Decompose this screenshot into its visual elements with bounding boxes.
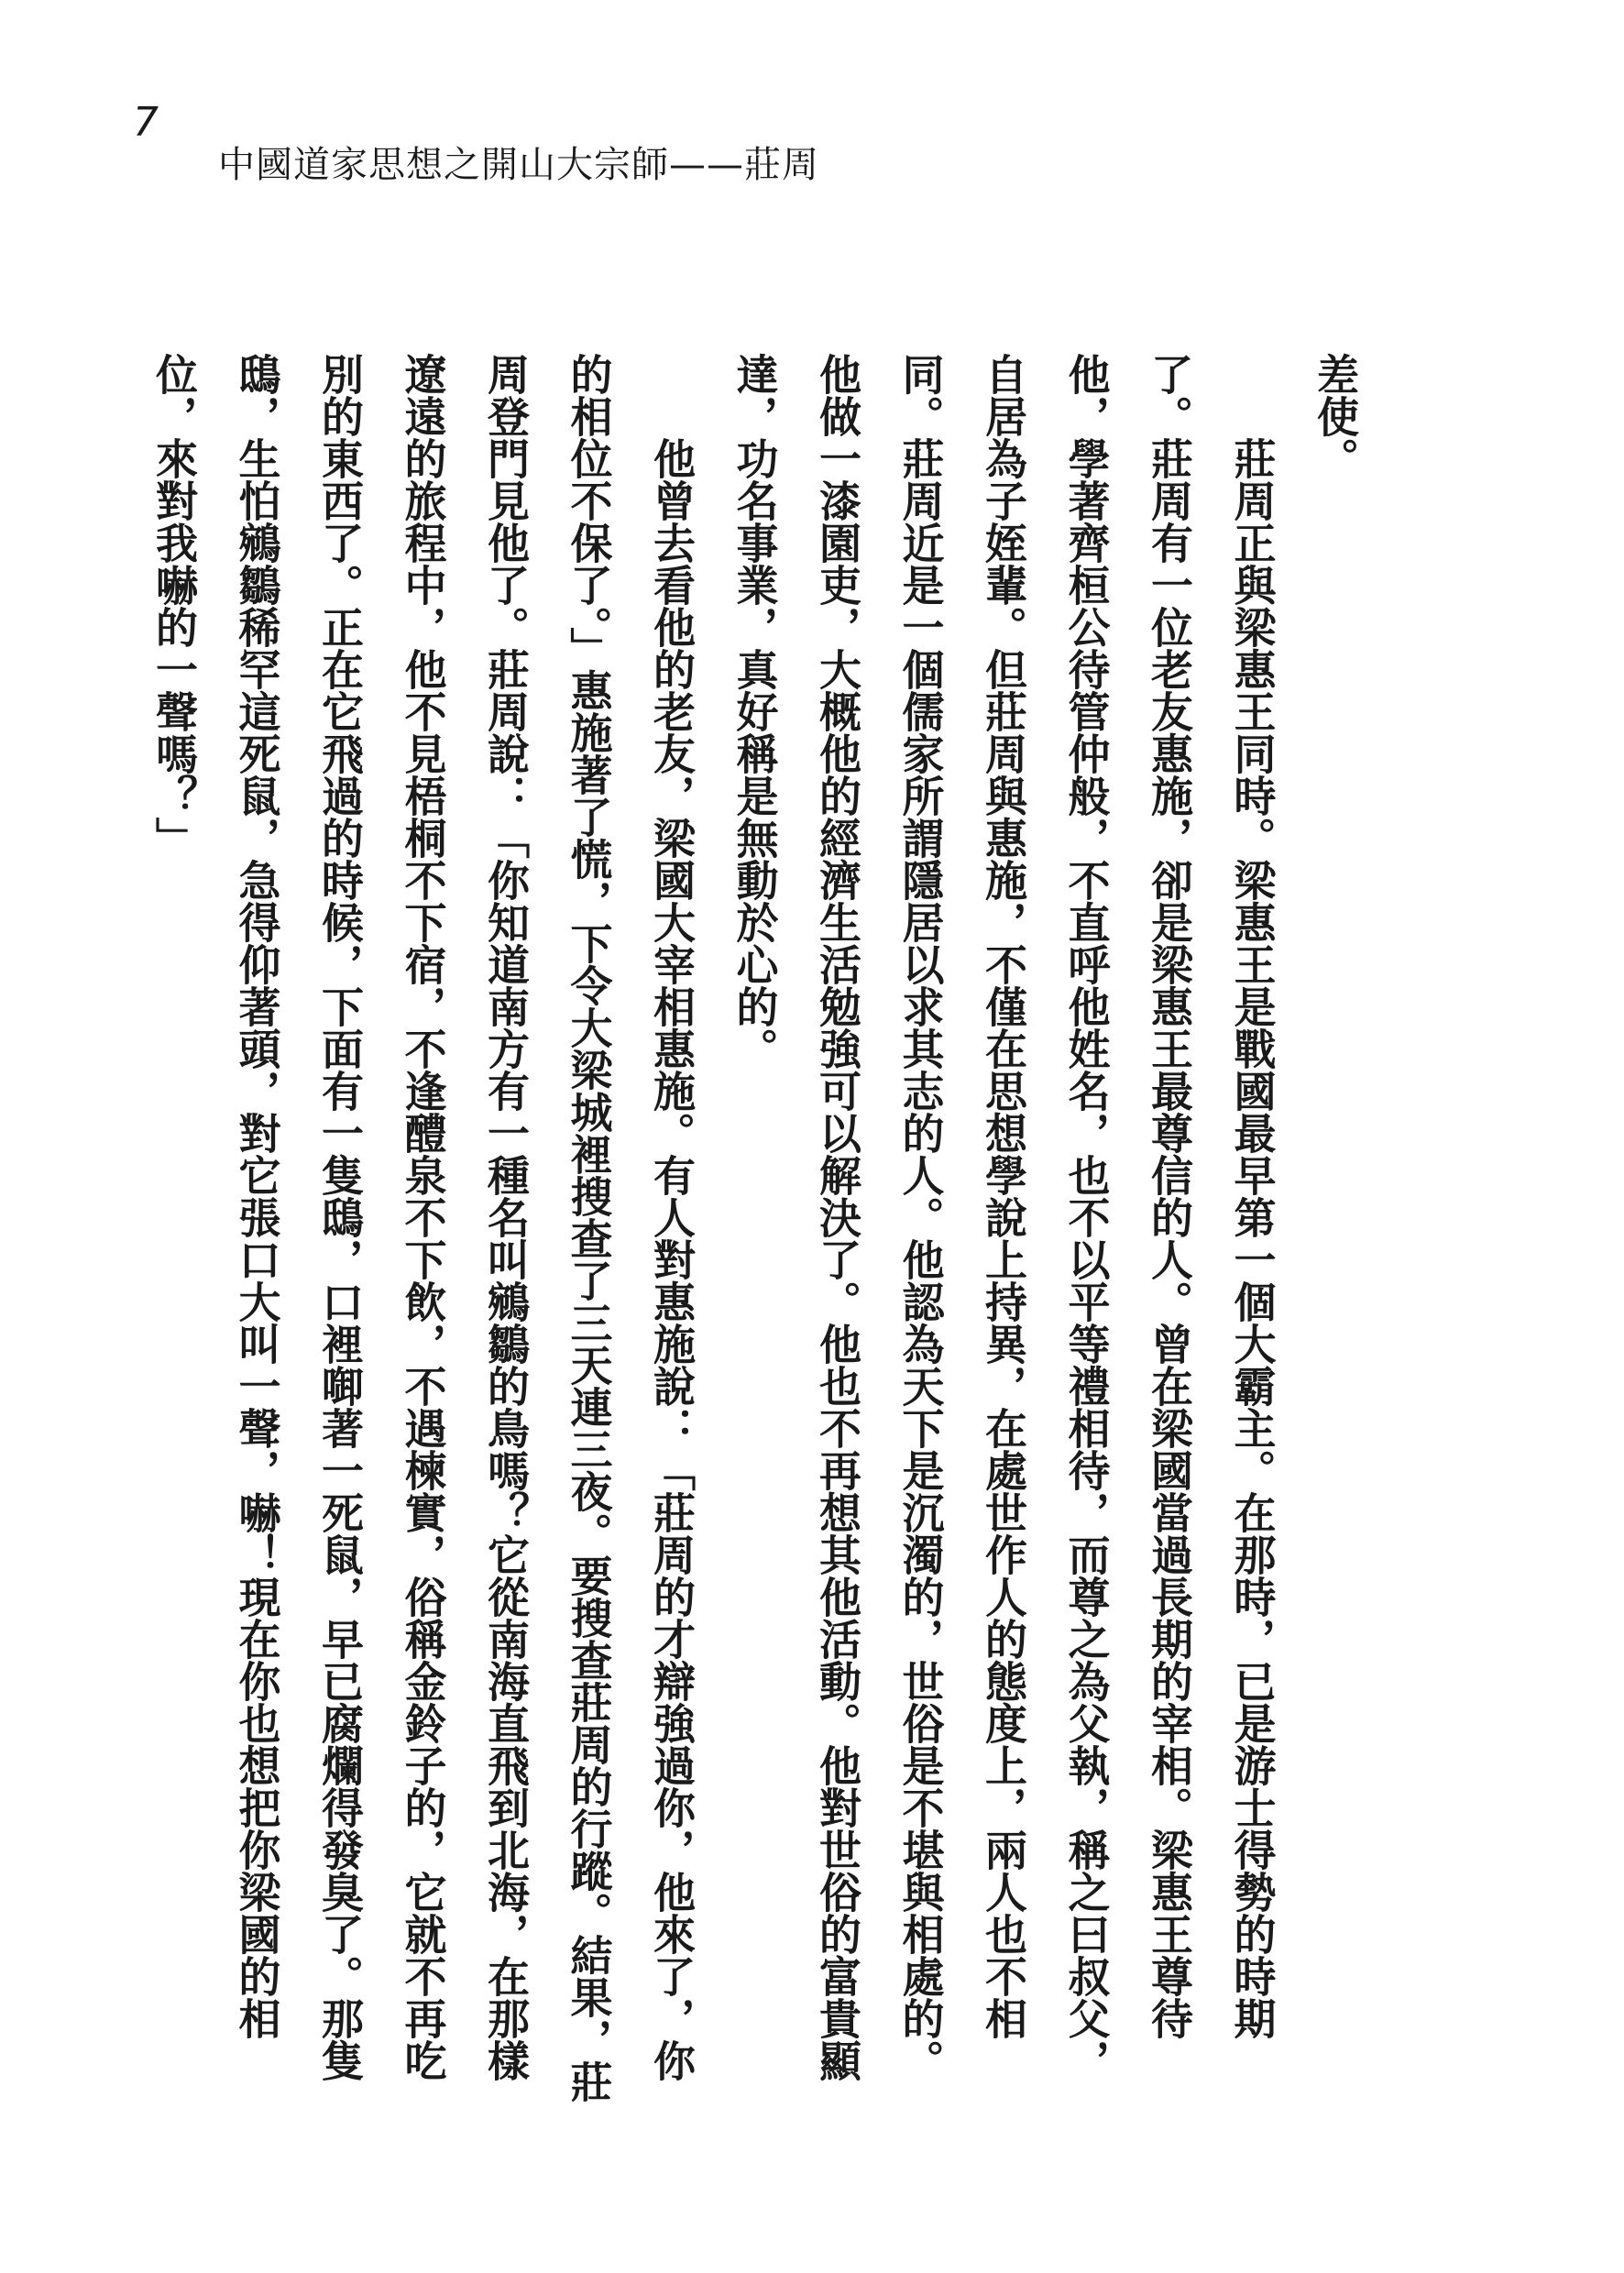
body-text: [133, 353, 1377, 2122]
paragraph-3: 他曾去看他的老友，梁國大宰相惠施。有人對惠施說：「莊周的才辯強過你，他來了，你的相位不保了。」惠施著了慌，下令大梁城裡搜查了三天連三夜。要搜查莊周的行蹤。結果，莊周登門見他了。莊周說：「你知道南方有一種名叫鵷鶵的鳥嗎？它從南海直飛到北海，在那樣遼遠的旅程中，他不見梧桐不下宿，不逢醴泉不下飲，不遇楝實，俗稱金鈴子的，它就不再吃別的東西了。正在它飛過的時候，下面有一隻鴟，口裡啣著一死鼠，早已腐爛得發臭了。那隻鴟，生怕鵷鶵稀罕這死鼠，急得仰著頭，對它張口大叫一聲，嚇！現在你也想把你梁國的相位，來對我嚇的一聲嗎？」: [149, 353, 697, 2103]
paragraph-1: 差使。: [1311, 353, 1360, 479]
page-number: 7: [133, 99, 159, 146]
running-head: 中國道家思想之開山大宗師——莊周: [218, 144, 819, 186]
paragraph-2: 莊周正與梁惠王同時。梁惠王是戰國最早第一個大霸主。在那時，已是游士得勢的時期了。莊周有一位老友惠施，卻是梁惠王最尊信的人。曾在梁國當過長期的宰相。梁惠王尊待他，學著齊桓公待管仲般，不直呼他姓名，也不以平等禮相待，而尊之為父執，稱之曰叔父，自居為子姪輩。但莊周與惠施，不僅在思想學說上持異，在處世作人的態度上，兩人也不相同。莊周近是一個儒家所謂隱居以求其志的人。他認為天下是沉濁的，世俗是不堪與相處的。他做一漆園吏，大概他的經濟生活勉強可以解決了。他也不再想其他活動。他對世俗的富貴顯達，功名事業，真好稱是無動於心的。: [730, 353, 1278, 2081]
